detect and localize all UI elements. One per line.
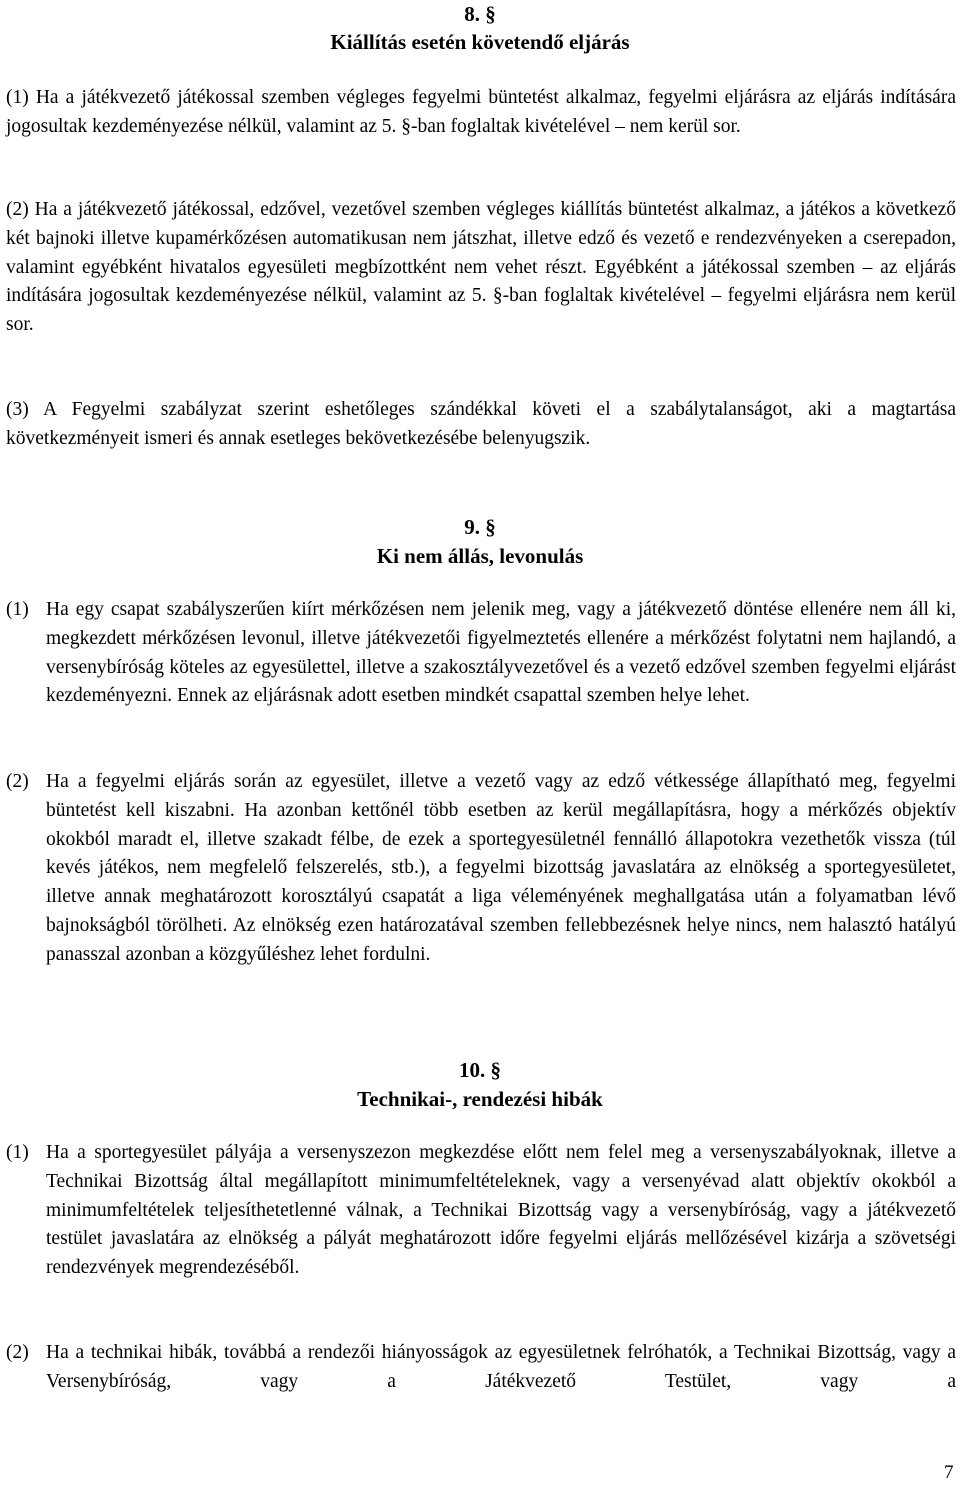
page-number: 7 — [944, 1462, 954, 1483]
paragraph — [6, 596, 956, 711]
paragraph — [6, 1139, 956, 1283]
paragraph-number: (2) — [6, 771, 29, 792]
section-number: 10. § — [459, 1058, 501, 1082]
paragraph-text: Ha a technikai hibák, továbbá a rendezői hiányosságok az egyesületnek felróhatók, a Technikai Bizottság, vagy a Versenybíróság, vagy a Játékvezető Testület, vagy a — [46, 1342, 956, 1392]
paragraph-text: Ha a fegyelmi eljárás során az egyesület, illetve a vezető vagy az edző vétkessége állapítható meg, fegyelmi büntetést kell kiszabni. Ha azonban kettőnél több esetben az kerül megállapításra, hogy a mérkőzés objektív okokból maradt el, illetve szakadt félbe, de ezek a sportegyesületnél fennálló állapotokra vezethetők vissza (túl kevés játékos, nem megfelelő felszerelés, stb.), a fegyelmi bizottság javaslatára az elnökség a sportegyesületet, illetve annak meghatározott korosztályú csapatát a liga véleményének meghallgatása után a folyamatban lévő bajnokságból törölheti. Az elnökség ezen határozatával szemben fellebbezésnek helye nincs, nem halasztó hatályú panasszal azonban a közgyűléshez lehet fordulni. — [46, 771, 956, 965]
paragraph-number: (1) — [6, 1142, 29, 1163]
paragraph — [6, 768, 956, 970]
section-title: Kiállítás esetén követendő eljárás — [330, 30, 630, 54]
paragraph-number: (1) — [6, 599, 29, 620]
section-number: 9. § — [464, 515, 496, 539]
paragraph: (1) Ha a játékvezető játékossal szemben végleges fegyelmi büntetést alkalmaz, fegyelmi eljárásra az eljárás indítására jogosultak kezdeményezése nélkül, valamint az 5. §-ban foglaltak kivételével – nem kerül sor. — [6, 87, 956, 137]
paragraph-text: Ha egy csapat szabályszerűen kiírt mérkőzésen nem jelenik meg, vagy a játékvezető döntése ellenére nem áll ki, megkezdett mérkőzésen levonul, illetve játékvezetői figyelmeztetés ellenére a mérkőzést folytatni nem hajlandó, a versenybíróság köteles az egyesülettel, illetve a szakosztályvezetővel és a vezető edzővel szemben fegyelmi eljárást kezdeményezni. Ennek az eljárásnak adott esetben mindkét csapattal szemben helye lehet. — [46, 599, 956, 707]
section-number: 8. § — [464, 2, 496, 26]
section-title: Ki nem állás, levonulás — [376, 544, 584, 568]
paragraph: (2) Ha a játékvezető játékossal, edzővel, vezetővel szemben végleges kiállítás büntetést alkalmaz, a játékos a következő két bajnoki illetve kupamérkőzésen automatikusan nem játszhat, illetve edző és vezető e rendezvényeken a cserepadon, valamint egyébként hivatalos egyesületi megbízottként nem vehet részt. Egyébként a játékossal szemben – az eljárás indítására jogosultak kezdeményezése nélkül, valamint az 5. §-ban foglaltak kivételével – fegyelmi eljárásra nem kerül sor. — [6, 199, 956, 336]
paragraph — [6, 1339, 956, 1397]
section-title: Technikai-, rendezési hibák — [357, 1087, 603, 1111]
paragraph: (3) A Fegyelmi szabályzat szerint eshetőleges szándékkal követi el a szabálytalanságot, aki a magtartása következményeit ismeri és annak esetleges bekövetkezésébe belenyugszik. — [6, 399, 956, 449]
paragraph-text: Ha a sportegyesület pályája a versenyszezon megkezdése előtt nem felel meg a versenyszabályoknak, illetve a Technikai Bizottság által megállapított minimumfeltételeknek, vagy a versenyévad alatt objektív okokból a minimumfeltételek teljesíthetetlenné válnak, a Technikai Bizottság vagy a versenybíróság, vagy a játékvezető testület javaslatára az elnökség a pályát meghatározott időre fegyelmi eljárás mellőzésével kizárja a szövetségi rendezvények megrendezéséből. — [46, 1142, 956, 1279]
paragraph-number: (2) — [6, 1342, 29, 1363]
